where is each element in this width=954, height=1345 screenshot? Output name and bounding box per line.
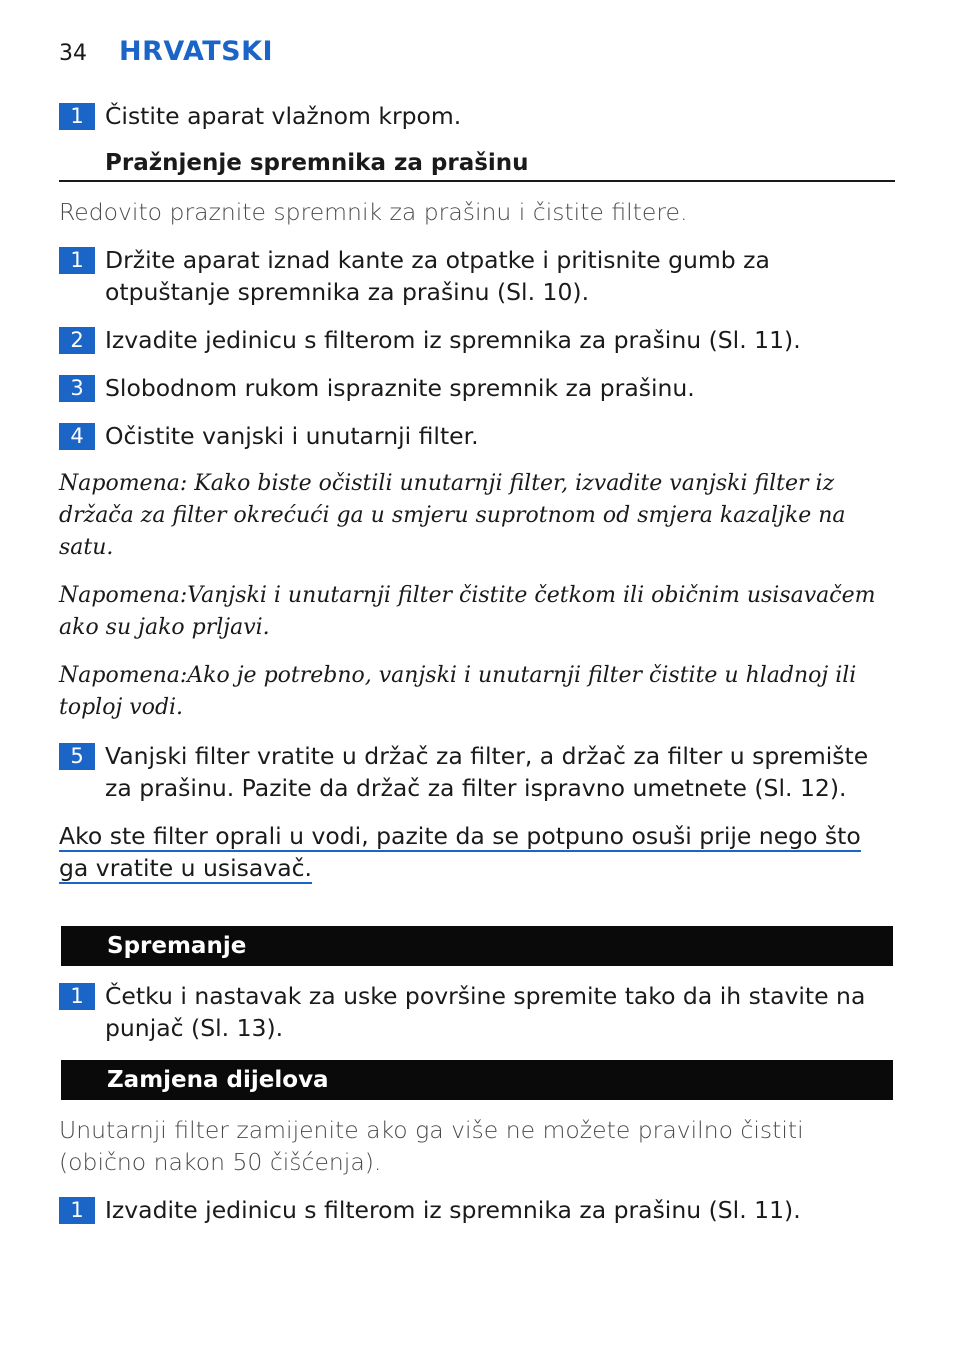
step-item	[59, 420, 895, 452]
step-item	[59, 372, 895, 404]
step-text: Slobodnom rukom ispraznite spremnik za prašinu.	[105, 374, 695, 402]
step-item	[59, 244, 895, 308]
step-number-badge: 4	[59, 423, 95, 450]
step-text: Izvadite jedinicu s filterom iz spremnika za prašinu (Sl. 11).	[105, 1196, 801, 1224]
page-header	[59, 36, 273, 72]
step-text: Držite aparat iznad kante za otpatke i pritisnite gumb za otpuštanje spremnika za prašinu (Sl. 10).	[105, 246, 770, 306]
step-text: Izvadite jedinicu s filterom iz spremnika za prašinu (Sl. 11).	[105, 326, 801, 354]
step-number-badge: 1	[59, 103, 95, 130]
step-text: Vanjski filter vratite u držač za filter, a držač za filter u spremište za prašinu. Pazite da držač za filter ispravno umetnete (Sl. 12).	[105, 742, 869, 802]
step-number-badge: 1	[59, 1197, 95, 1224]
section-intro: Redovito praznite spremnik za prašinu i čistite filtere.	[59, 198, 688, 226]
warning-text	[59, 820, 895, 884]
section-intro: Unutarnji filter zamijenite ako ga više ne možete pravilno čistiti (obično nakon 50 čišćenja).	[59, 1116, 804, 1176]
step-item	[59, 100, 895, 132]
section-heading-empty: Pražnjenje spremnika za prašinu	[59, 148, 895, 182]
step-item	[59, 740, 895, 804]
step-number-badge: 5	[59, 743, 95, 770]
step-item	[59, 980, 895, 1044]
note-text: Napomena: Kako biste očistili unutarnji filter, izvadite vanjski filter iz držača za filter okrećući ga u smjeru suprotnom od smjera kazaljke na satu.	[59, 471, 846, 560]
note-text: Napomena:Vanjski i unutarnji filter čistite četkom ili običnim usisavačem ako su jako prljavi.	[59, 583, 876, 640]
page-content	[59, 100, 895, 1242]
step-item	[59, 324, 895, 356]
step-item	[59, 1194, 895, 1226]
step-text: Četku i nastavak za uske površine spremite tako da ih stavite na punjač (Sl. 13).	[105, 982, 866, 1042]
step-number-badge: 2	[59, 327, 95, 354]
note-text: Napomena:Ako je potrebno, vanjski i unutarnji filter čistite u hladnoj ili toploj vodi.	[59, 663, 857, 720]
step-number-badge: 3	[59, 375, 95, 402]
step-text: Čistite aparat vlažnom krpom.	[105, 102, 462, 130]
step-text: Očistite vanjski i unutarnji filter.	[105, 422, 479, 450]
step-number-badge: 1	[59, 983, 95, 1010]
warning-underlined: Ako ste filter oprali u vodi, pazite da se potpuno osuši prije nego što ga vratite u usisavač.	[59, 822, 861, 882]
step-number-badge: 1	[59, 247, 95, 274]
page-number: 34	[59, 41, 87, 66]
section-bar-replace: Zamjena dijelova	[61, 1060, 893, 1100]
language-title: HRVATSKI	[119, 36, 274, 67]
section-bar-storage: Spremanje	[61, 926, 893, 966]
